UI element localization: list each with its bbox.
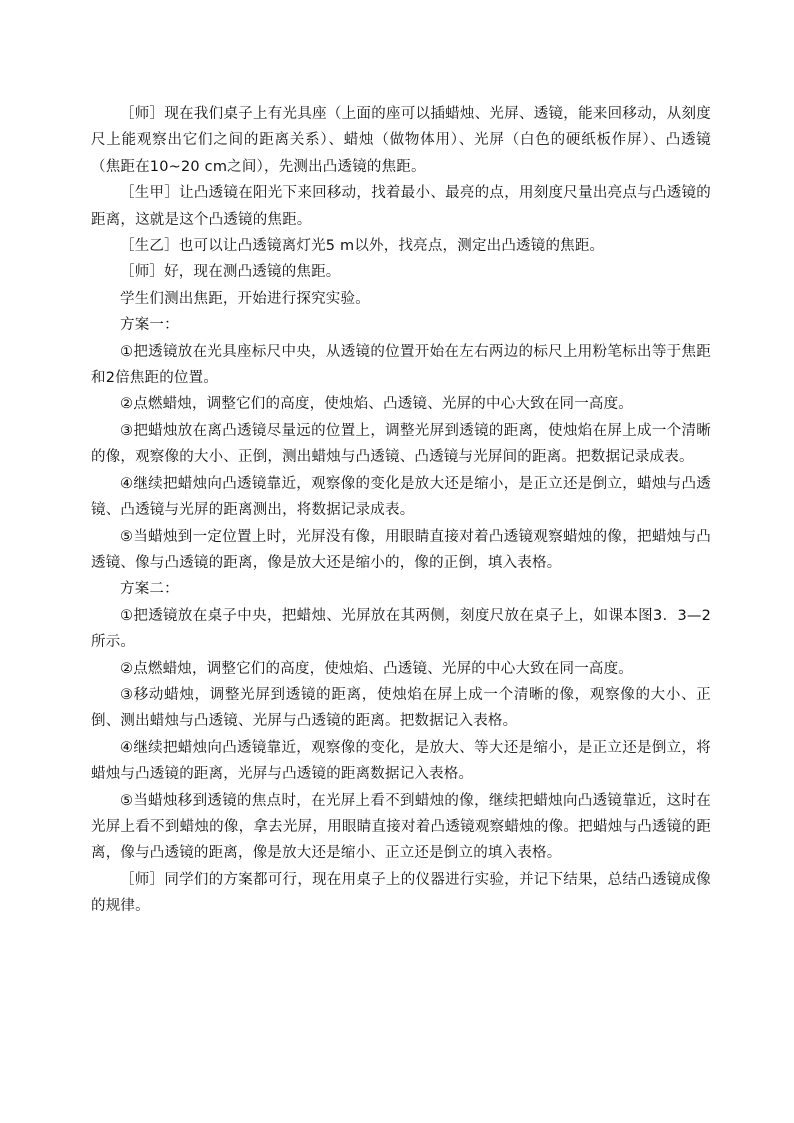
plan-one-step-3: ③把蜡烛放在离凸透镜尽量远的位置上，调整光屏到透镜的距离，使烛焰在屏上成一个清晰的像，观察像的大小、正倒，测出蜡烛与凸透镜、凸透镜与光屏间的距离。把数据记录成表。 [91,422,711,466]
paragraph-students-measure: 学生们测出焦距，开始进行探究实验。 [120,290,370,307]
plan-two-step-4: ④继续把蜡烛向凸透镜靠近，观察像的变化，是放大、等大还是缩小，是正立还是倒立，将蜡烛与凸透镜的距离，光屏与凸透镜的距离数据记入表格。 [91,739,711,783]
plan-two-heading: 方案二： [120,581,179,598]
document-body [91,101,711,920]
plan-two-step-2: ②点燃蜡烛，调整它们的高度，使烛焰、凸透镜、光屏的中心大致在同一高度。 [120,660,633,677]
plan-one-step-5: ⑤当蜡烛到一定位置上时，光屏没有像，用眼睛直接对着凸透镜观察蜡烛的像，把蜡烛与凸透镜、像与凸透镜的距离，像是放大还是缩小的，像的正倒，填入表格。 [91,528,711,571]
paragraph-teacher-intro: ［师］现在我们桌子上有光具座（上面的座可以插蜡烛、光屏、透镜，能来回移动，从刻度尺上能观察出它们之间的距离关系）、蜡烛（做物体用）、光屏（白色的硬纸板作屏）、凸透镜（焦距在10~20 cm之间），先测出凸透镜的焦距。 [91,106,711,175]
paragraph-teacher-ok: ［师］好，现在测凸透镜的焦距。 [120,264,341,281]
paragraph-student-b: ［生乙］也可以让凸透镜离灯光5 m以外，找亮点，测定出凸透镜的焦距。 [120,238,605,255]
paragraph-student-a: ［生甲］让凸透镜在阳光下来回移动，找着最小、最亮的点，用刻度尺量出亮点与凸透镜的距离，这就是这个凸透镜的焦距。 [91,185,711,228]
plan-two-step-3: ③移动蜡烛，调整光屏到透镜的距离，使烛焰在屏上成一个清晰的像，观察像的大小、正倒、测出蜡烛与凸透镜、光屏与凸透镜的距离。把数据记入表格。 [91,686,711,730]
plan-two-step-1: ①把透镜放在桌子中央，把蜡烛、光屏放在其两侧，刻度尺放在桌子上，如课本图3．3—2所示。 [91,607,711,651]
plan-one-step-1: ①把透镜放在光具座标尺中央，从透镜的位置开始在左右两边的标尺上用粉笔标出等于焦距和2倍焦距的位置。 [91,343,711,387]
plan-two-step-5: ⑤当蜡烛移到透镜的焦点时，在光屏上看不到蜡烛的像，继续把蜡烛向凸透镜靠近，这时在光屏上看不到蜡烛的像，拿去光屏，用眼睛直接对着凸透镜观察蜡烛的像。把蜡烛与凸透镜的距离，像与凸透镜的距离，像是放大还是缩小、正立还是倒立的填入表格。 [91,792,711,862]
plan-one-heading: 方案一： [120,317,179,334]
plan-one-step-4: ④继续把蜡烛向凸透镜靠近，观察像的变化是放大还是缩小，是正立还是倒立，蜡烛与凸透镜、凸透镜与光屏的距离测出，将数据记录成表。 [91,475,711,519]
paragraph-teacher-conclusion: ［师］同学们的方案都可行，现在用桌子上的仪器进行实验，并记下结果，总结凸透镜成像的规律。 [91,871,711,915]
plan-one-step-2: ②点燃蜡烛，调整它们的高度，使烛焰、凸透镜、光屏的中心大致在同一高度。 [120,396,633,413]
